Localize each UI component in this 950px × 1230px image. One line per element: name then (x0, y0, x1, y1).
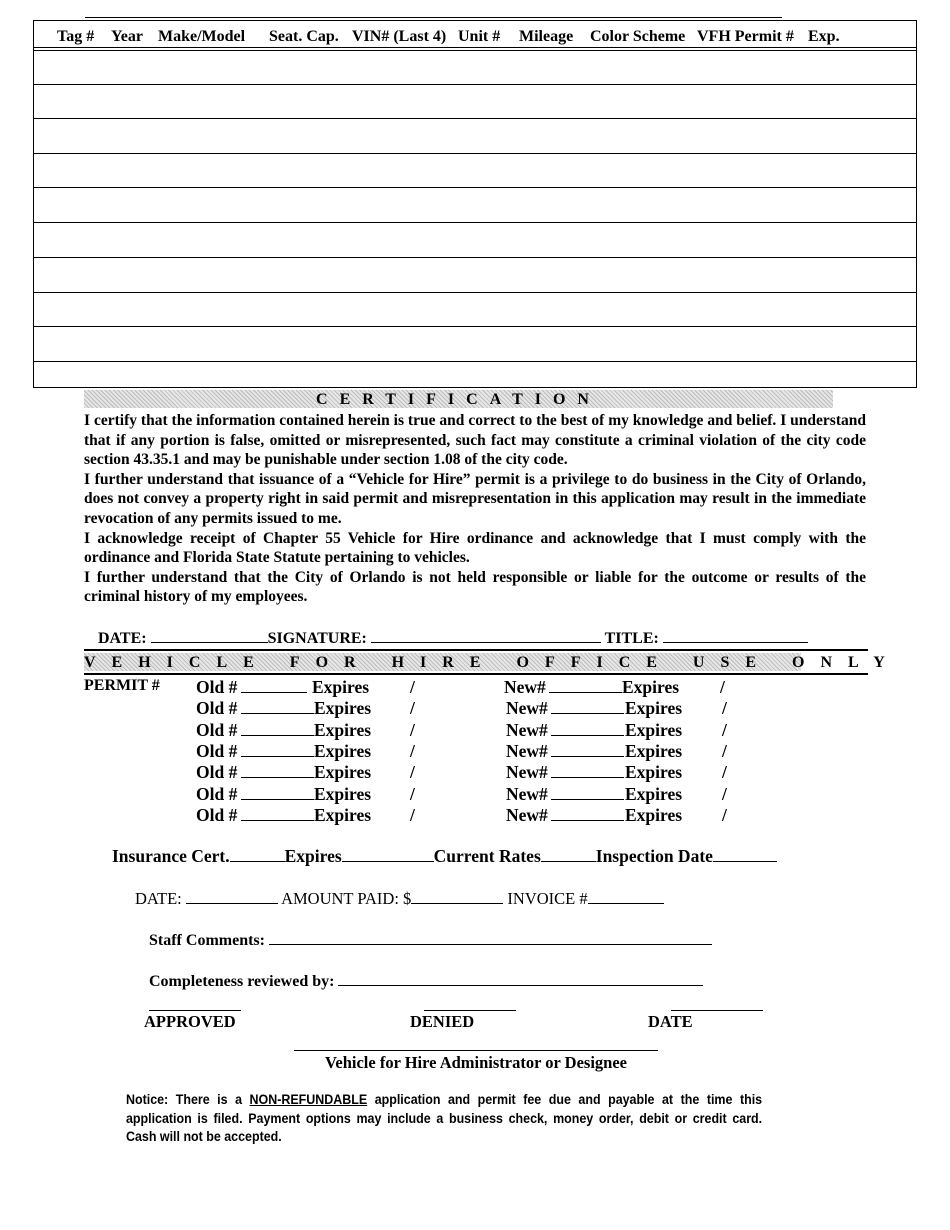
notice-text (126, 1091, 762, 1147)
new-expires-label: Expires (625, 762, 683, 782)
new-expires-slash: / (720, 677, 725, 697)
old-expires-label: Expires (314, 784, 372, 804)
col-vfh-permit: VFH Permit # (697, 28, 794, 45)
col-mileage: Mileage (519, 28, 574, 45)
old-permit-field[interactable] (241, 741, 314, 762)
staff-comments-field[interactable] (269, 930, 712, 945)
table-row[interactable] (34, 361, 916, 388)
new-permit-label: New# (506, 741, 548, 761)
cert-paragraph-1: I certify that the information contained herein is true and correct to the best of my knowledge and belief. I understand that if any portion is false, omitted or misrepresented, such fact may constitute a criminal violation of the city code section 43.35.1 and may be punishable under section 1.08 of the city code. (84, 412, 866, 469)
col-color-scheme: Color Scheme (590, 28, 686, 45)
col-unit: Unit # (458, 28, 501, 45)
new-expires-slash: / (722, 720, 727, 740)
vehicle-table (33, 20, 917, 388)
approved-line[interactable] (149, 1010, 241, 1011)
new-permit-field[interactable] (551, 805, 624, 826)
col-vin: VIN# (Last 4) (352, 28, 447, 45)
notice-non-refundable: NON-REFUNDABLE (249, 1092, 368, 1107)
denied-label: DENIED (410, 1012, 475, 1031)
new-permit-field[interactable] (551, 784, 624, 805)
new-permit-label: New# (506, 720, 548, 740)
administrator-label: Vehicle for Hire Administrator or Designee (324, 1053, 627, 1072)
new-permit-field[interactable] (551, 698, 624, 719)
table-row[interactable] (34, 50, 916, 84)
signature-label: SIGNATURE: (267, 630, 367, 647)
payment-date-label: DATE: (135, 889, 182, 908)
col-year: Year (111, 28, 143, 45)
old-expires-slash: / (410, 784, 415, 804)
old-permit-label: Old # (196, 677, 238, 697)
new-permit-field[interactable] (551, 762, 624, 783)
old-expires-slash: / (410, 762, 415, 782)
table-row[interactable] (34, 257, 916, 291)
certification-title: CERTIFICATION (84, 390, 833, 408)
vehicle-table-header (34, 21, 916, 48)
insurance-row (112, 846, 777, 867)
table-row[interactable] (34, 187, 916, 221)
new-expires-label: Expires (625, 784, 683, 804)
old-permit-field[interactable] (241, 677, 307, 698)
administrator-line[interactable] (294, 1050, 658, 1051)
amount-paid-field[interactable] (411, 889, 503, 904)
table-row[interactable] (34, 84, 916, 118)
title-field[interactable] (663, 628, 808, 643)
new-expires-label: Expires (625, 720, 683, 740)
invoice-label: INVOICE # (507, 889, 588, 908)
old-permit-label: Old # (196, 720, 238, 740)
title-label: TITLE: (604, 630, 659, 647)
cert-paragraph-4: I further understand that the City of Orlando is not held responsible or liable for the outcome or results of the criminal history of my employees. (84, 568, 866, 606)
old-expires-label: Expires (314, 741, 372, 761)
old-permit-label: Old # (196, 784, 238, 804)
signature-row (98, 628, 808, 648)
office-use-title: VEHICLE FOR HIRE OFFICE USE ONLY (84, 654, 901, 671)
cert-paragraph-3: I acknowledge receipt of Chapter 55 Vehicle for Hire ordinance and acknowledge that I must comply with the ordinance and Florida State Statute pertaining to vehicles. (84, 529, 866, 567)
office-use-bar (84, 649, 901, 675)
table-row[interactable] (34, 153, 916, 187)
col-tag: Tag # (57, 28, 95, 45)
old-expires-label: Expires (314, 698, 372, 718)
old-permit-field[interactable] (241, 762, 314, 783)
notice-suffix: application and permit fee due and payable at the time this application is filed. Payment options may include a business check, money order, debit or credit card. Cash will not be accepted. (126, 1092, 763, 1144)
inspection-date-field[interactable] (713, 847, 777, 862)
new-permit-field[interactable] (549, 677, 622, 698)
old-expires-label: Expires (314, 762, 372, 782)
new-permit-label: New# (506, 762, 548, 782)
new-expires-slash: / (722, 805, 727, 825)
table-row[interactable] (34, 292, 916, 326)
old-expires-slash: / (410, 698, 415, 718)
table-row[interactable] (34, 326, 916, 360)
current-rates-field[interactable] (541, 847, 596, 862)
old-expires-label: Expires (312, 677, 370, 697)
signature-field[interactable] (371, 628, 601, 643)
insurance-expires-field[interactable] (342, 847, 434, 862)
new-expires-slash: / (722, 698, 727, 718)
new-expires-label: Expires (625, 805, 683, 825)
col-make-model: Make/Model (158, 28, 246, 45)
old-expires-slash: / (410, 805, 415, 825)
cert-paragraph-2: I further understand that issuance of a “Vehicle for Hire” permit is a privilege to do business in the City of Orlando, does not convey a property right in said permit and misrepresentation in this application may result in the immediate revocation of any permits issued to me. (84, 470, 866, 527)
payment-date-field[interactable] (186, 889, 278, 904)
old-permit-label: Old # (196, 805, 238, 825)
new-expires-slash: / (722, 762, 727, 782)
denied-line[interactable] (424, 1010, 516, 1011)
old-permit-field[interactable] (241, 698, 314, 719)
old-permit-label: Old # (196, 762, 238, 782)
old-permit-label: Old # (196, 741, 238, 761)
old-permit-field[interactable] (241, 784, 314, 805)
certification-text (84, 411, 866, 607)
new-expires-label: Expires (625, 698, 683, 718)
date-field[interactable] (151, 628, 268, 643)
table-row[interactable] (34, 118, 916, 152)
new-permit-label: New# (504, 677, 546, 697)
approved-label: APPROVED (144, 1012, 236, 1031)
new-permit-label: New# (506, 784, 548, 804)
old-permit-field[interactable] (241, 720, 314, 741)
old-expires-slash: / (410, 720, 415, 740)
staff-comments-label: Staff Comments: (149, 932, 265, 949)
insurance-expires-label: Expires (284, 846, 342, 866)
new-permit-label: New# (506, 805, 548, 825)
new-expires-slash: / (722, 784, 727, 804)
inspection-date-label: Inspection Date (595, 846, 713, 866)
completeness-label: Completeness reviewed by: (149, 973, 335, 990)
old-expires-slash: / (410, 741, 415, 761)
top-rule (85, 17, 782, 18)
invoice-field[interactable] (588, 889, 664, 904)
staff-comments-row (149, 930, 712, 950)
permit-label: PERMIT # (84, 677, 160, 694)
insurance-cert-field[interactable] (230, 847, 285, 862)
payment-row (135, 889, 664, 909)
old-expires-slash: / (410, 677, 415, 697)
new-expires-label: Expires (625, 741, 683, 761)
old-permit-label: Old # (196, 698, 238, 718)
old-permit-field[interactable] (241, 805, 314, 826)
completeness-row (149, 971, 703, 991)
old-expires-label: Expires (314, 805, 372, 825)
table-row[interactable] (34, 222, 916, 256)
old-expires-label: Expires (314, 720, 372, 740)
new-expires-slash: / (722, 741, 727, 761)
notice-prefix: Notice: There is a (126, 1092, 250, 1107)
current-rates-label: Current Rates (433, 846, 541, 866)
amount-paid-label: AMOUNT PAID: $ (281, 889, 412, 908)
new-permit-field[interactable] (551, 720, 624, 741)
date-line[interactable] (671, 1010, 763, 1011)
completeness-field[interactable] (338, 971, 703, 986)
insurance-cert-label: Insurance Cert. (112, 846, 230, 866)
approval-date-label: DATE (648, 1012, 693, 1031)
new-permit-field[interactable] (551, 741, 624, 762)
header-rule (34, 47, 916, 48)
col-seat-cap: Seat. Cap. (269, 28, 339, 45)
col-exp: Exp. (808, 28, 840, 45)
new-expires-label: Expires (622, 677, 680, 697)
date-label: DATE: (98, 630, 147, 647)
new-permit-label: New# (506, 698, 548, 718)
